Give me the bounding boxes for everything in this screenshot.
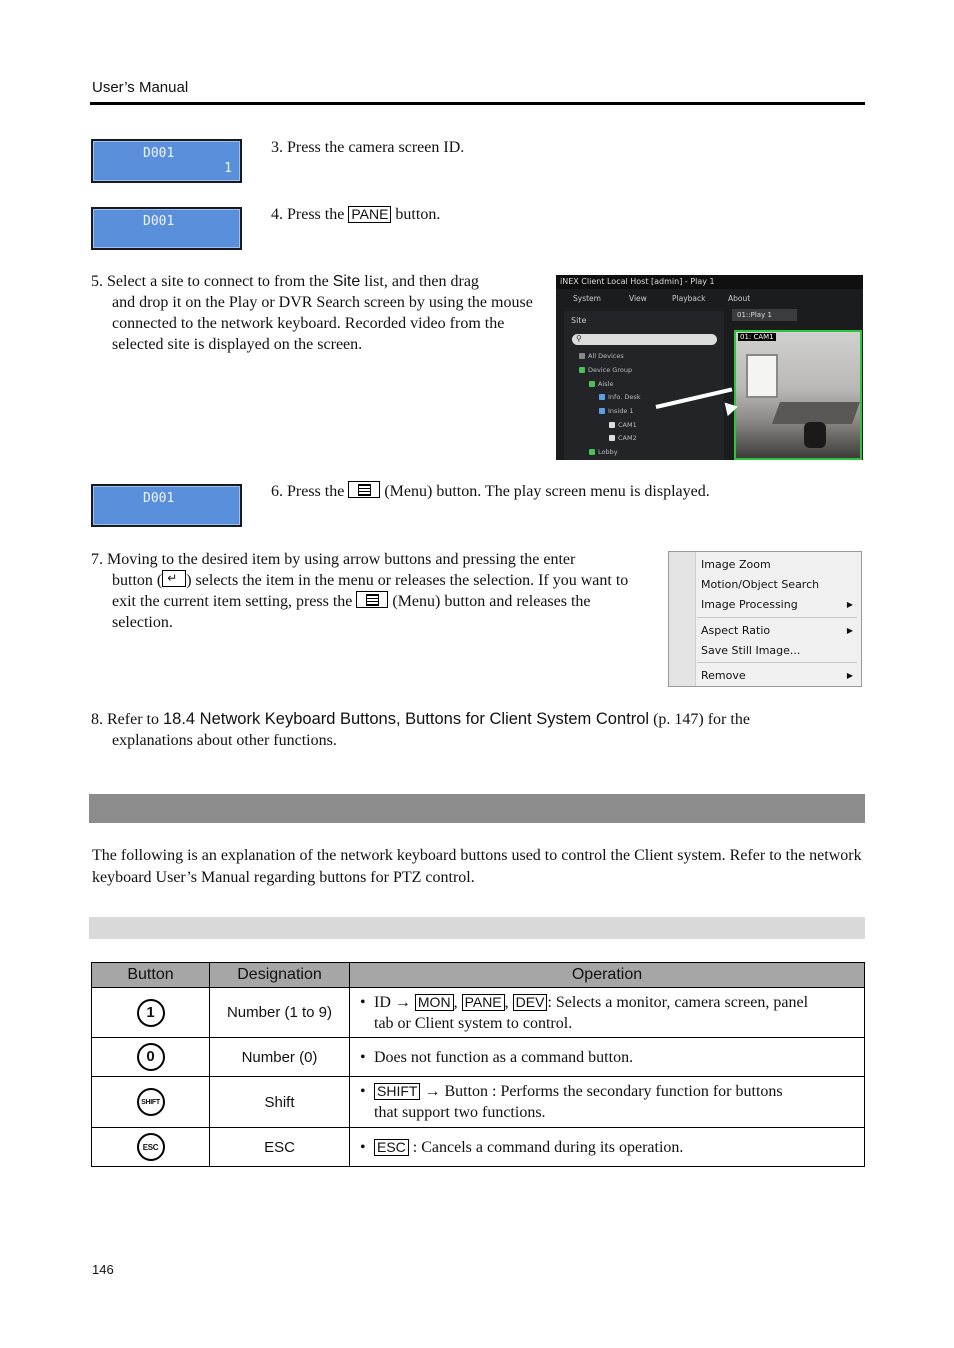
pane-key: PANE [462, 994, 505, 1011]
tree-item[interactable]: Lobby [589, 448, 618, 456]
lcd-display [91, 139, 242, 183]
enter-key-icon: ↵ [162, 570, 186, 587]
step-text: (Menu) button and releases the selection. [112, 593, 591, 631]
site-panel [564, 311, 724, 460]
step-text: 8. Refer to [91, 711, 163, 728]
menu-item-save-still[interactable]: Save Still Image... [701, 644, 801, 657]
step-3: 3. Press the camera screen ID. [271, 139, 465, 156]
menu-view[interactable]: View [629, 294, 647, 303]
step-text: (Menu) button. The play screen menu is displayed. [380, 483, 710, 500]
room-window [746, 354, 778, 398]
table-row [92, 1077, 865, 1128]
subsection-heading-bar [89, 917, 865, 939]
operation-cell: • SHIFT → Button : Performs the secondary function for buttons that support two functions. [350, 1077, 865, 1128]
esc-key: ESC [374, 1139, 409, 1156]
lcd-line1: D001 [143, 491, 175, 506]
operation-cell: • Does not function as a command button. [350, 1038, 865, 1077]
step-text: ) selects the item in the menu or releases the selection. If you want to exit the current item setting, press the [112, 572, 629, 610]
search-icon: ⚲ [576, 334, 582, 343]
section-heading-bar [89, 794, 865, 823]
operation-cell: • ID → MON , PANE , DEV : Selects a monitor, camera screen, panel tab or Client system to control. [350, 988, 865, 1038]
menu-item-motion-search[interactable]: Motion/Object Search [701, 578, 820, 591]
step-text: 4. Press the [271, 206, 349, 223]
column-header: Operation [350, 963, 865, 988]
menu-playback[interactable]: Playback [672, 294, 706, 303]
tree-item[interactable]: Inside 1 [599, 407, 634, 415]
submenu-arrow-icon: ▶ [846, 626, 853, 635]
shift-key: SHIFT [374, 1083, 420, 1100]
tree-item[interactable]: CAM1 [609, 421, 637, 429]
column-header: Designation [210, 963, 350, 988]
running-header: User’s Manual [92, 79, 189, 96]
room-chair [804, 422, 826, 448]
step-text: explanations about other functions. [112, 732, 337, 749]
table-row [92, 1128, 865, 1167]
designation-cell: Number (0) [210, 1038, 350, 1077]
search-input[interactable] [572, 334, 717, 345]
context-menu [668, 551, 862, 687]
menu-button-icon [356, 591, 388, 608]
camera-label: 01: CAM1 [740, 333, 774, 341]
step-7 [91, 549, 651, 633]
operation-cell: • ESC : Cancels a command during its operation. [350, 1128, 865, 1167]
step-8 [91, 709, 851, 751]
designation-cell: Number (1 to 9) [210, 988, 350, 1038]
menu-item-image-zoom[interactable]: Image Zoom [701, 558, 771, 571]
intro-paragraph: The following is an explanation of the network keyboard buttons used to control the Client system. Refer to the network keyboard User’s Manual regarding buttons for PTZ control. [92, 847, 862, 886]
menu-separator [697, 662, 857, 663]
step-text: button ( [112, 572, 163, 589]
designation-cell: Shift [210, 1077, 350, 1128]
lcd-line1: D001 [143, 146, 175, 161]
step-4 [271, 204, 440, 225]
menu-system[interactable]: System [573, 294, 601, 303]
step-text: button. [391, 206, 441, 223]
lcd-display [91, 207, 242, 250]
table-row [92, 1038, 865, 1077]
camera-view [734, 330, 862, 460]
window-title: iNEX Client Local Host [admin] - Play 1 [556, 275, 863, 289]
submenu-arrow-icon: ▶ [846, 671, 853, 680]
menu-item-image-processing[interactable]: Image Processing [701, 598, 798, 611]
tree-item[interactable]: Info. Desk [599, 393, 640, 401]
tree-item[interactable]: Aisle [589, 380, 613, 388]
client-screenshot [556, 275, 863, 460]
step-text: 6. Press the [271, 483, 349, 500]
mon-key: MON [415, 994, 454, 1011]
step-text: 5. Select a site to connect to from the [91, 273, 333, 290]
menu-about[interactable]: About [728, 294, 751, 303]
page-number: 146 [92, 1262, 114, 1277]
step-text: list, and then drag [360, 273, 479, 290]
play-tab[interactable]: 01::Play 1 [732, 309, 797, 321]
menu-item-remove[interactable]: Remove [701, 669, 746, 682]
column-header: Button [92, 963, 210, 988]
menu-bar [556, 291, 863, 307]
lcd-line1: D001 [143, 214, 175, 229]
tree-item[interactable]: Device Group [579, 366, 632, 374]
menu-item-aspect-ratio[interactable]: Aspect Ratio [701, 624, 771, 637]
number-1-button-icon: 1 [137, 999, 165, 1027]
menu-gutter [669, 552, 696, 686]
lcd-display [91, 484, 242, 527]
menu-button-icon [348, 481, 380, 498]
room-desk [772, 402, 860, 424]
esc-button-icon: ESC [137, 1133, 165, 1161]
header-rule [90, 102, 865, 105]
submenu-arrow-icon: ▶ [846, 600, 853, 609]
site-label: Site [332, 273, 361, 290]
tree-item[interactable]: CAM2 [609, 434, 637, 442]
menu-separator [697, 617, 857, 618]
lcd-line2: 1 [224, 161, 232, 176]
table-row [92, 988, 865, 1038]
designation-cell: ESC [210, 1128, 350, 1167]
step-text: (p. 147) for the [649, 711, 750, 728]
shift-button-icon: SHIFT [137, 1088, 165, 1116]
step-text: 7. Moving to the desired item by using arrow buttons and pressing the enter [91, 551, 576, 568]
site-title: Site [571, 316, 587, 325]
step-text: and drop it on the Play or DVR Search screen by using the mouse connected to the network keyboard. Recorded video from the selected site is displayed on the screen. [112, 294, 533, 353]
number-0-button-icon: 0 [137, 1043, 165, 1071]
tree-item[interactable]: All Devices [579, 352, 624, 360]
step-6 [271, 481, 710, 502]
cross-reference-link[interactable]: 18.4 Network Keyboard Buttons, Buttons for Client System Control [162, 710, 650, 728]
pane-key: PANE [348, 206, 391, 223]
step-5 [91, 271, 541, 355]
keyboard-button-table [91, 962, 865, 1167]
dev-key: DEV [513, 994, 548, 1011]
